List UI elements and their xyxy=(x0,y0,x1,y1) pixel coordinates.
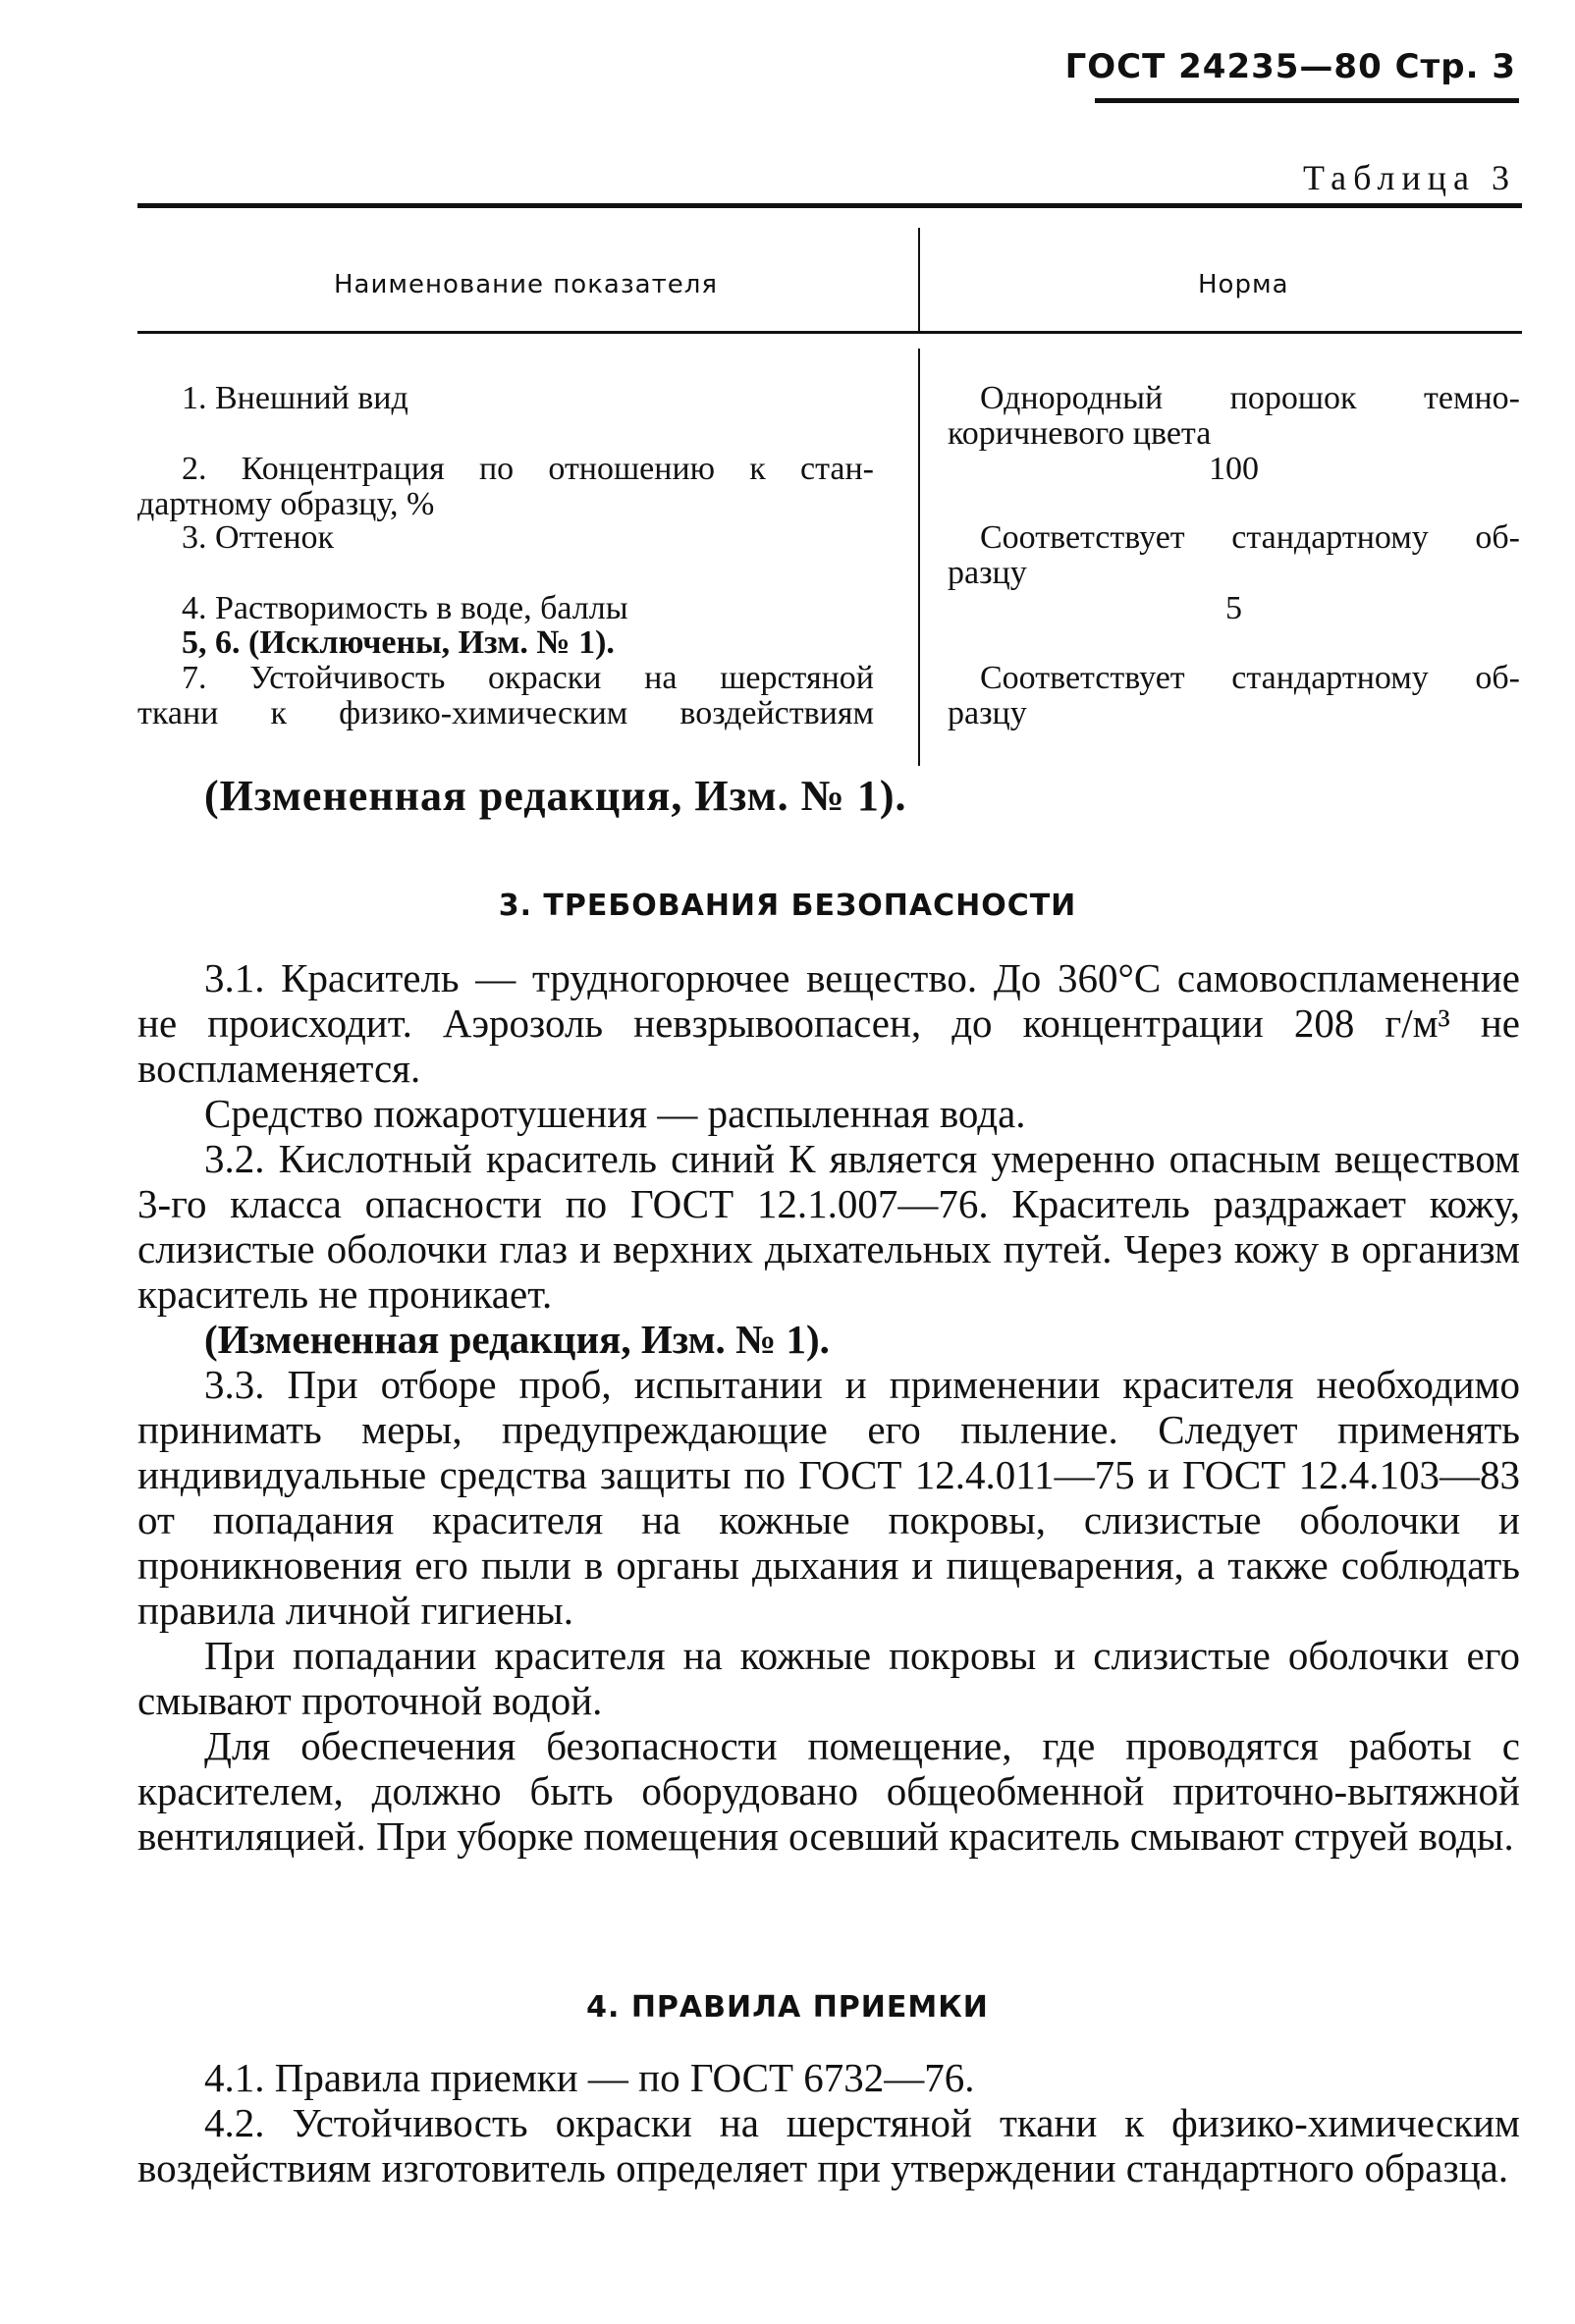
paragraph-3-1-fire: Средство пожаротушения — распыленная вода. xyxy=(204,1091,1026,1136)
table-row-6-norm-line1: Соответствует стандартному об- xyxy=(980,660,1520,696)
table-row-1-name: 1. Внешний вид xyxy=(182,380,408,416)
section-3-title: 3. ТРЕБОВАНИЯ БЕЗОПАСНОСТИ xyxy=(498,889,1077,923)
table-column-divider-header xyxy=(918,228,920,331)
table-row-3-norm-line1: Соответствует стандартному об- xyxy=(980,519,1520,556)
section-4-title: 4. ПРАВИЛА ПРИЕМКИ xyxy=(586,1990,989,2025)
table-row-6-norm-line2: разцу xyxy=(948,695,1027,731)
table-row-2-name-line2: дартному образцу, % xyxy=(137,486,435,522)
paragraph-3-1: 3.1. Краситель — трудногорючее вещество. До 360°С самовоспламенение не происходит. Аэрозоль невзрывоопасен, до концентрации 208 г/м³ не воспламеняется. xyxy=(137,955,1520,1091)
table-row-2-name-line1: 2. Концентрация по отношению к стан- xyxy=(182,451,874,487)
table-row-5-name: 5, 6. (Исключены, Изм. № 1). xyxy=(182,624,615,661)
column-header-indicator: Наименование показателя xyxy=(334,270,719,299)
table-row-1-norm-line2: коричневого цвета xyxy=(948,415,1212,452)
paragraph-3-3-wash: При попадании красителя на кожные покровы и слизистые оболочки его смывают проточной водой. xyxy=(137,1633,1520,1723)
paragraph-3-3-ventilation: Для обеспечения безопасности помещение, где проводятся работы с красителем, должно быть оборудовано общеобменной приточно-вытяжной вентиляцией. При уборке помещения осевший краситель смывают струей воды. xyxy=(137,1723,1520,1859)
running-header: ГОСТ 24235—80 Стр. 3 xyxy=(1064,47,1516,86)
change-note: (Измененная редакция, Изм. № 1). xyxy=(204,772,907,820)
table-caption: Таблица 3 xyxy=(1303,158,1516,197)
table-row-3-norm-line2: разцу xyxy=(948,555,1027,591)
table-row-6-name-line2: ткани к физико-химическим воздействиям xyxy=(137,695,874,731)
paragraph-3-3: 3.3. При отборе проб, испытании и применении красителя необходимо принимать меры, предупреждающие его пыление. Следует применять индивидуальные средства защиты по ГОСТ 12.4.011—75 и ГОСТ 12.4.103—83 от попадания красителя на кожные покровы, слизистые оболочки и проникновения его пыли в органы дыхания и пищеварения, а также соблюдать правила личной гигиены. xyxy=(137,1362,1520,1633)
header-rule xyxy=(1095,98,1519,103)
section-4-body xyxy=(137,2055,1520,2190)
table-column-divider-body xyxy=(918,349,920,766)
section-3-body xyxy=(137,955,1520,1859)
paragraph-4-2: 4.2. Устойчивость окраски на шерстяной ткани к физико-химическим воздействиям изготовитель определяет при утверждении стандартного образца. xyxy=(137,2100,1520,2190)
paragraph-3-2-change-note: (Измененная редакция, Изм. № 1). xyxy=(204,1317,830,1362)
table-row-4-norm: 5 xyxy=(1225,590,1242,626)
table-row-2-norm: 100 xyxy=(1209,451,1259,487)
paragraph-3-2: 3.2. Кислотный краситель синий К является умеренно опасным веществом 3-го класса опасности по ГОСТ 12.1.007—76. Краситель раздражает кожу, слизистые оболочки глаз и верхних дыхательных путей. Через кожу в организм краситель не проникает. xyxy=(137,1136,1520,1317)
table-header-rule xyxy=(137,331,1522,334)
table-top-rule xyxy=(137,203,1522,208)
paragraph-4-1: 4.1. Правила приемки — по ГОСТ 6732—76. xyxy=(204,2055,975,2100)
table-row-6-name-line1: 7. Устойчивость окраски на шерстяной xyxy=(182,660,874,696)
table-row-1-norm-line1: Однородный порошок темно- xyxy=(980,380,1520,416)
column-header-norm: Норма xyxy=(1198,270,1289,299)
table-row-3-name: 3. Оттенок xyxy=(182,519,335,556)
table-row-4-name: 4. Растворимость в воде, баллы xyxy=(182,590,628,626)
